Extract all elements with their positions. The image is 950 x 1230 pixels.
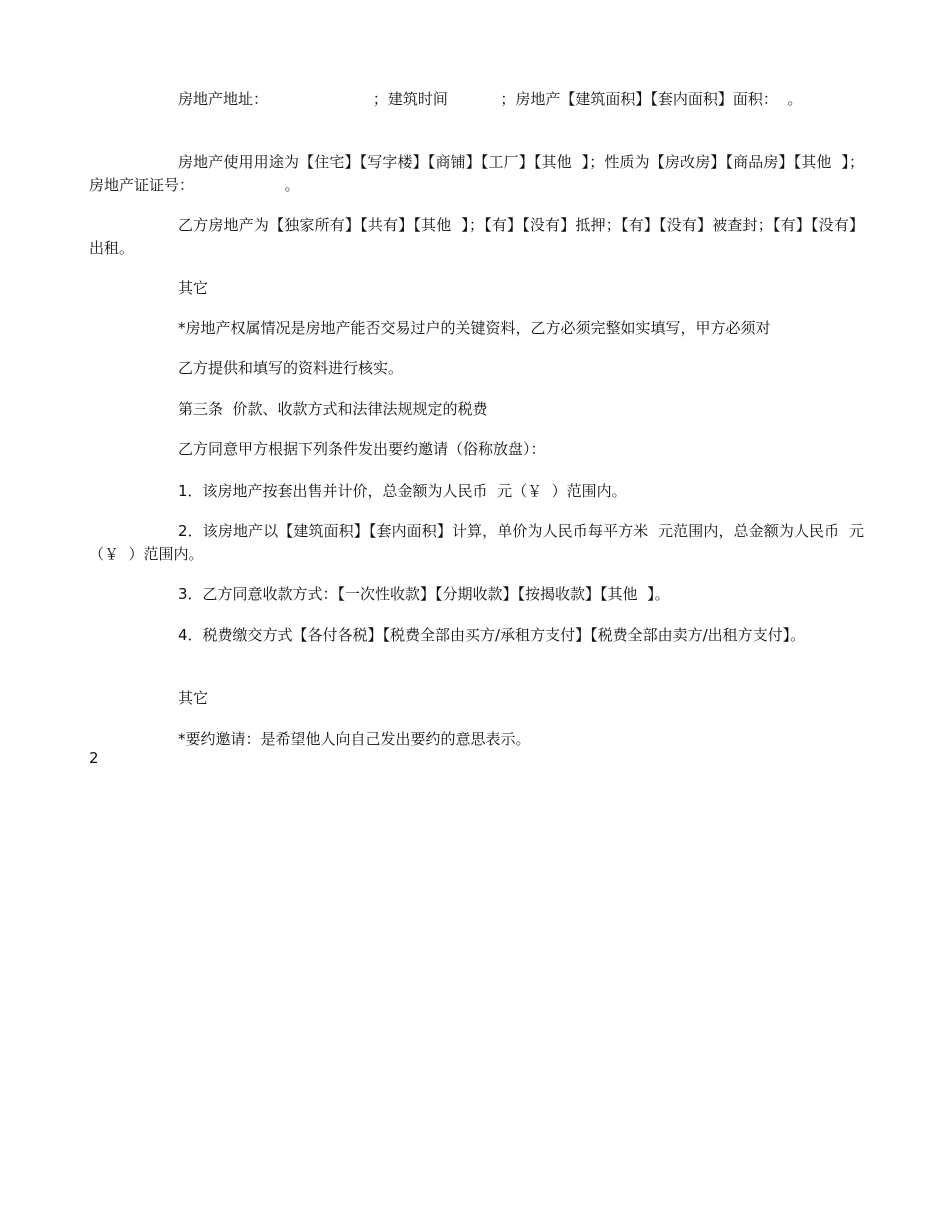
paragraph-note-offer: *要约邀请：是希望他人向自己发出要约的意思表示。: [178, 730, 531, 748]
list-item-1: 1．该房地产按套出售并计价，总金额为人民币 元（￥ ）范围内。: [178, 482, 627, 500]
list-item-2: 2．该房地产以【建筑面积】【套内面积】计算，单价为人民币每平方米 元范围内，总金额为人民币 元（￥ ）范围内。: [89, 522, 864, 563]
paragraph-offer-invitation: 乙方同意甲方根据下列条件发出要约邀请（俗称放盘）：: [178, 440, 546, 458]
paragraph-other-1: 其它: [178, 279, 209, 297]
paragraph-other-2: 其它: [178, 689, 209, 707]
paragraph-property-usage: 房地产使用用途为【住宅】【写字楼】【商铺】【工厂】【其他 】；性质为【房改房】【商品房】【其他 】；房地产证证号： 。: [89, 153, 864, 194]
paragraph-note-ownership: *房地产权属情况是房地产能否交易过户的关键资料，乙方必须完整如实填写，甲方必须对: [178, 319, 771, 337]
list-item-3: 3．乙方同意收款方式：【一次性收款】【分期收款】【按揭收款】【其他 】。: [178, 585, 670, 603]
paragraph-note-verify: 乙方提供和填写的资料进行核实。: [178, 359, 404, 377]
paragraph-property-address: 房地产地址： ；建筑时间 ；房地产【建筑面积】【套内面积】面积： 。: [178, 90, 803, 108]
page-number: 2: [89, 749, 99, 767]
list-item-4: 4．税费缴交方式【各付各税】【税费全部由买方/承租方支付】【税费全部由卖方/出租方支付】。: [178, 626, 806, 644]
section-heading-article-3: 第三条 价款、收款方式和法律法规规定的税费: [178, 400, 488, 418]
paragraph-ownership: 乙方房地产为【独家所有】【共有】【其他 】；【有】【没有】抵押；【有】【没有】被查封；【有】【没有】出租。: [89, 216, 864, 257]
